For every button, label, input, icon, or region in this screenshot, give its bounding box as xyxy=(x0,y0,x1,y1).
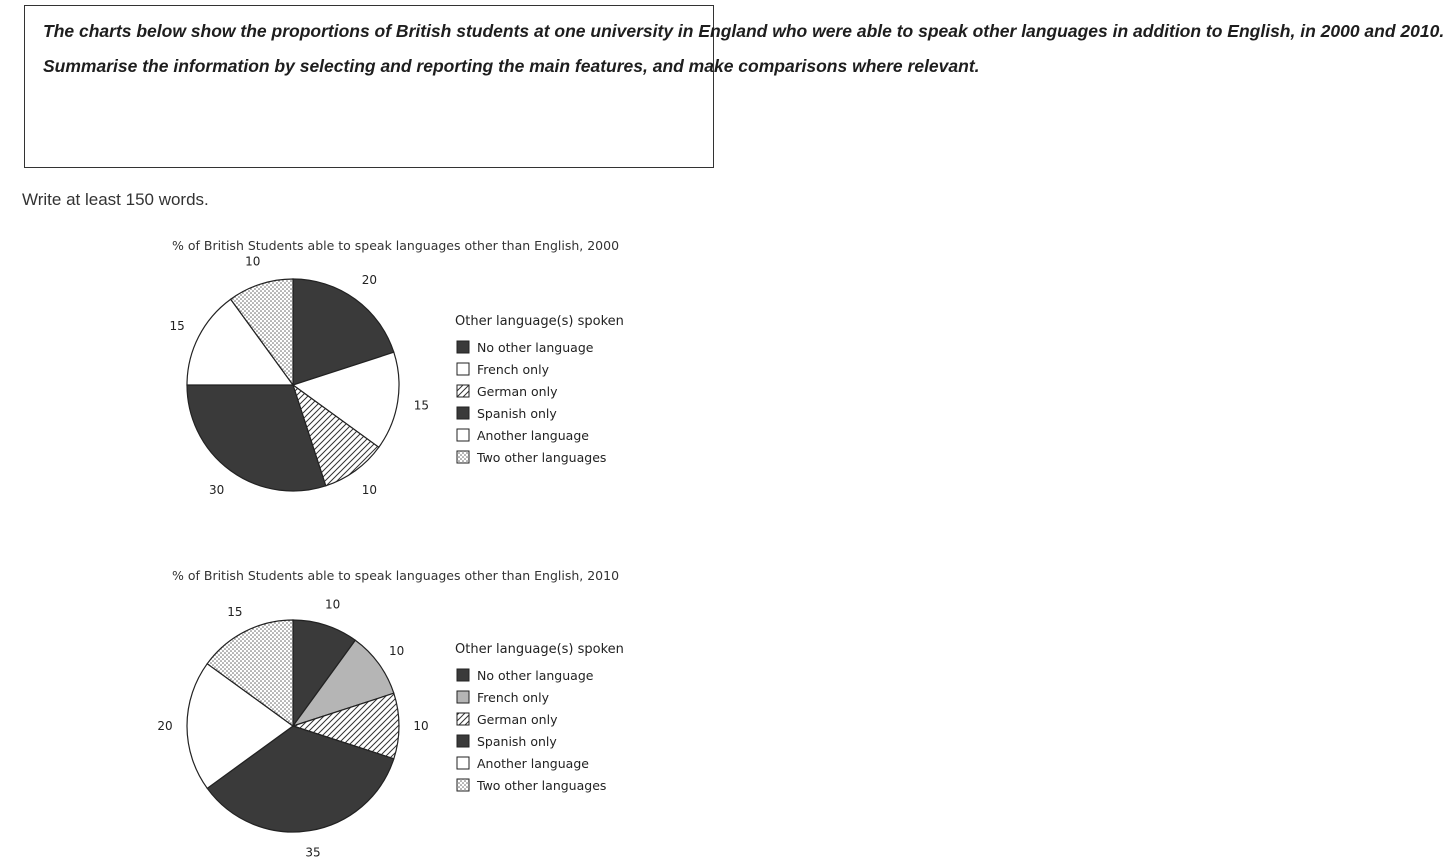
legend-label-french-only: French only xyxy=(477,362,549,377)
slice-label-no-other-language: 10 xyxy=(324,597,341,612)
legend-swatch-french-only xyxy=(457,691,469,703)
task-description: The charts below show the proportions of British students at one university in England who were able to speak other languages in addition to English, in 2000 and 2010. xyxy=(43,21,1444,41)
legend-label-spanish-only: Spanish only xyxy=(477,406,557,421)
slice-label-another-language: 20 xyxy=(157,719,173,733)
pie-chart-2010 xyxy=(0,560,699,858)
task-requirement: Summarise the information by selecting and reporting the main features, and make comparisons where relevant. xyxy=(43,56,980,76)
pie-slices xyxy=(187,620,399,832)
legend-swatch-german-only xyxy=(457,713,469,725)
slice-label-spanish-only: 30 xyxy=(208,483,225,498)
pie-chart-2000 xyxy=(0,230,699,530)
slice-label-two-other-languages: 10 xyxy=(245,254,261,269)
slice-label-another-language: 15 xyxy=(169,319,185,333)
legend-swatch-no-other-language xyxy=(457,341,469,353)
chart-title: % of British Students able to speak languages other than English, 2000 xyxy=(172,238,620,253)
legend-label-no-other-language: No other language xyxy=(477,340,594,355)
legend-swatch-another-language xyxy=(457,757,469,769)
legend-title: Other language(s) spoken xyxy=(455,642,624,657)
legend-label-german-only: German only xyxy=(477,384,558,399)
slice-label-german-only: 10 xyxy=(361,483,378,498)
legend-label-spanish-only: Spanish only xyxy=(477,734,557,749)
word-count-instruction: Write at least 150 words. xyxy=(22,190,209,209)
legend-title: Other language(s) spoken xyxy=(455,314,624,329)
chart-title: % of British Students able to speak languages other than English, 2010 xyxy=(172,568,620,583)
slice-label-french-only: 15 xyxy=(413,398,430,413)
legend-swatch-two-other-languages xyxy=(457,779,469,791)
legend-label-two-other-languages: Two other languages xyxy=(477,450,607,465)
legend-swatch-french-only xyxy=(457,363,469,375)
pie-slices xyxy=(187,279,399,491)
legend-label-french-only: French only xyxy=(477,690,549,705)
legend-label-two-other-languages: Two other languages xyxy=(477,778,607,793)
legend-swatch-another-language xyxy=(457,429,469,441)
slice-label-german-only: 10 xyxy=(413,719,429,733)
slice-label-two-other-languages: 15 xyxy=(227,605,243,619)
legend xyxy=(457,340,606,465)
legend-swatch-spanish-only xyxy=(457,407,469,419)
slice-label-spanish-only: 35 xyxy=(305,845,321,858)
legend-label-no-other-language: No other language xyxy=(477,668,594,683)
slice-label-no-other-language: 20 xyxy=(361,272,378,287)
legend-label-another-language: Another language xyxy=(477,756,589,771)
legend-swatch-german-only xyxy=(457,385,469,397)
legend-swatch-two-other-languages xyxy=(457,451,469,463)
legend-label-german-only: German only xyxy=(477,712,558,727)
slice-label-french-only: 10 xyxy=(388,643,405,658)
legend xyxy=(457,668,606,793)
task-prompt-box xyxy=(24,5,1444,168)
legend-label-another-language: Another language xyxy=(477,428,589,443)
legend-swatch-spanish-only xyxy=(457,735,469,747)
legend-swatch-no-other-language xyxy=(457,669,469,681)
